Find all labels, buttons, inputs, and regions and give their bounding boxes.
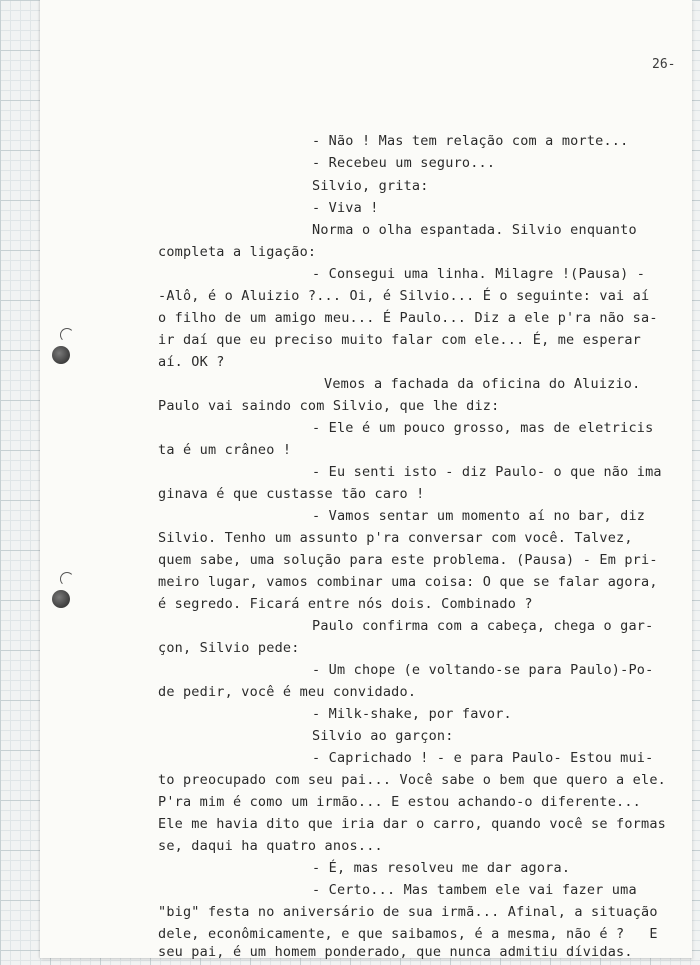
text-line: dele, econômicamente, e que saibamos, é a mesma, não é ? E [158, 926, 658, 942]
text-line: P'ra mim é como um irmão... E estou achando-o diferente... [158, 794, 642, 810]
text-line: Ele me havia dito que iria dar o carro, quando você se formas [158, 816, 666, 832]
text-line: se, daqui ha quatro anos... [158, 838, 383, 854]
text-line: - Vamos sentar um momento aí no bar, diz [312, 508, 646, 524]
text-line: - Recebeu um seguro... [312, 155, 496, 171]
text-line: - Ele é um pouco grosso, mas de eletricis [312, 420, 654, 436]
text-line: de pedir, você é meu convidado. [158, 684, 417, 700]
text-line: - Certo... Mas tambem ele vai fazer uma [312, 882, 637, 898]
text-line: meiro lugar, vamos combinar uma coisa: O que se falar agora, [158, 574, 658, 590]
text-line: seu pai, é um homem ponderado, que nunca admitiu dívidas. [158, 944, 633, 960]
text-line: çon, Silvio pede: [158, 640, 300, 656]
text-line: completa a ligação: [158, 244, 317, 260]
text-line: "big" festa no aniversário de sua irmã... Afinal, a situação [158, 904, 658, 920]
text-line: Silvio ao garçon: [312, 728, 454, 744]
text-line: ir daí que eu preciso muito falar com ele... É, me esperar [158, 332, 642, 348]
text-line: - É, mas resolveu me dar agora. [312, 860, 571, 876]
text-line: aí. OK ? [158, 354, 225, 370]
page-number: 26- [652, 57, 676, 72]
punch-hole-icon [52, 590, 70, 608]
text-line: Paulo confirma com a cabeça, chega o gar- [312, 618, 654, 634]
typed-text-body [40, 0, 692, 958]
text-line: - Viva ! [312, 200, 379, 216]
text-line: quem sabe, uma solução para este problema. (Pausa) - Em pri- [158, 552, 658, 568]
text-line: - Caprichado ! - e para Paulo- Estou mui- [312, 750, 654, 766]
text-line: é segredo. Ficará entre nós dois. Combinado ? [158, 596, 533, 612]
text-line: - Consegui uma linha. Milagre !(Pausa) - [312, 266, 646, 282]
text-line: - Um chope (e voltando-se para Paulo)-Po- [312, 662, 654, 678]
punch-hole-icon [52, 346, 70, 364]
text-line: Silvio. Tenho um assunto p'ra conversar com você. Talvez, [158, 530, 633, 546]
text-line: - Eu senti isto - diz Paulo- o que não ima [312, 464, 662, 480]
text-line: o filho de um amigo meu... É Paulo... Diz a ele p'ra não sa- [158, 310, 658, 326]
text-line: - Milk-shake, por favor. [312, 706, 512, 722]
text-line: - Não ! Mas tem relação com a morte... [312, 133, 629, 149]
text-line: to preocupado com seu pai... Você sabe o bem que quero a ele. [158, 772, 666, 788]
typed-page [40, 0, 692, 958]
text-line: Paulo vai saindo com Silvio, que lhe diz: [158, 398, 500, 414]
text-line: Norma o olha espantada. Silvio enquanto [312, 222, 637, 238]
text-line: ta é um crâneo ! [158, 442, 292, 458]
text-line: Vemos a fachada da oficina do Aluizio. [324, 376, 641, 392]
text-line: Silvio, grita: [312, 178, 429, 194]
text-line: -Alô, é o Aluizio ?... Oi, é Silvio... É o seguinte: vai aí [158, 288, 650, 304]
punch-hole-arc-icon [60, 328, 74, 342]
punch-hole-arc-icon [60, 572, 74, 586]
text-line: ginava é que custasse tão caro ! [158, 486, 425, 502]
